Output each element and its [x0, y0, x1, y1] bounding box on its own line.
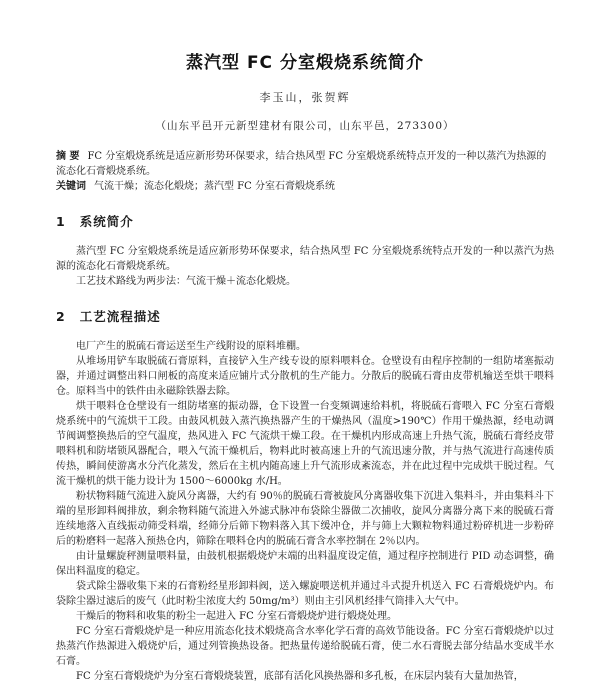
section-2-paragraph: 袋式除尘器收集下来的石膏粉经星形卸料阀，送入螺旋喂送机并通过斗式提升机送入 FC 石膏煅烧炉内。布袋除尘器过滤后的废气（此时粉尘浓度大约 50mg/m³）则由主引风机经排气筒排入大气中。 — [56, 581, 554, 607]
section-1-heading — [56, 212, 554, 230]
section-1-paragraph: 蒸汽型 FC 分室煅烧系统是适应新形势环保要求，结合热风型 FC 分室煅烧系统特点开发的一种以蒸汽为热源的流态化石膏煅烧系统。 — [56, 246, 554, 272]
affiliation: （山东平邑开元新型建材有限公司，山东平邑，273300） — [155, 120, 455, 132]
paper-title: 蒸汽型 FC 分室煅烧系统简介 — [186, 53, 424, 73]
section-2-paragraph: FC 分室石膏煅烧炉为分室石膏煅烧装置，底部有活化风换热器和多孔板，在床层内装有大量加热管， — [76, 671, 524, 682]
section-2-heading — [56, 307, 554, 325]
section-2-paragraph: 从堆场用铲车取脱硫石膏原料，直接铲入生产线专设的原料喂料仓。仓壁设有由程序控制的一组防堵塞振动器，并通过调整出料口闸板的高度来适应铺片式分散机的生产能力。分散后的脱硫石膏由皮带机输送至烘干喂料仓。原料当中的铁件由永磁除铁器去除。 — [56, 356, 554, 397]
keywords-label: 关键词 — [56, 181, 86, 192]
section-2-paragraph: FC 分室石膏煅烧炉是一种应用流态化技术煅烧高含水率化学石膏的高效节能设备。FC 分室石膏煅烧炉以过热蒸汽作热源进入煅烧炉后，通过列管换热设备。把热量传递给脱硫石膏，使二水石膏脱去部分结晶水变成半水石膏。 — [56, 626, 554, 667]
abstract-label: 摘 要 — [56, 151, 80, 162]
section-2-title: 工艺流程描述 — [79, 309, 161, 324]
section-1-paragraph: 工艺技术路线为两步法：气流干燥＋流态化煅烧。 — [76, 276, 296, 287]
section-2-paragraph: 电厂产生的脱硫石膏运送至生产线附设的原料堆棚。 — [76, 341, 306, 352]
section-2-paragraph: 粉状物料随气流进入旋风分离器，大约有 90％的脱硫石膏被旋风分离器收集下沉进入集料斗，并由集料斗下端的星形卸料阀排放，剩余物料随气流进入外滤式脉冲布袋除尘器做二次捕收，旋风分离器分离下来的脱硫石膏连续地落入直线振动筛受料端，经筛分后筛下物料落入其下缓冲仓，并与筛上大颗粒物料通过粉碎机进一步粉碎后的粉磨料一起落入预热仓内，筛除在喂料仓内的脱硫石膏含水率控制在 2％以内。 — [56, 491, 554, 547]
section-2-paragraph: 干燥后的物料和收集的粉尘一起进入 FC 分室石膏煅烧炉进行煅烧处理。 — [76, 611, 397, 622]
section-2-number: 2 — [56, 309, 66, 324]
abstract-text: FC 分室煅烧系统是适应新形势环保要求，结合热风型 FC 分室煅烧系统特点开发的一种以蒸汽为热源的流态化石膏煅烧系统。 — [56, 151, 547, 177]
abstract — [56, 149, 554, 179]
section-2-paragraph: 由计量螺旋秤测量喂料量，由鼓机根据煅烧炉末端的出料温度设定值，通过程序控制进行 PID 动态调整，确保出料温度的稳定。 — [56, 551, 554, 577]
authors: 李玉山，张贺辉 — [259, 91, 351, 104]
keywords — [56, 179, 554, 194]
section-1-title: 系统简介 — [79, 214, 134, 229]
section-1-number: 1 — [56, 214, 66, 229]
keywords-text: 气流干燥；流态化煅烧；蒸汽型 FC 分室石膏煅烧系统 — [94, 181, 335, 192]
section-2-paragraph: 烘干喂料仓仓壁设有一组防堵塞的振动器，仓下设置一台变频调速给料机，将脱硫石膏喂入 FC 分室石膏煅烧系统中的气流烘干工段。由鼓风机鼓入蒸汽换热器产生的干燥热风（温度>190℃）作用干燥热源，经电动调节阀调整换热后的空气温度，热风进入 FC 气流烘干燥工段。在干燥机内形成高速上升热气流，脱硫石膏经皮带喂料机和防堵锁风器配合，喂入气流干燥机后，物料此时被高速上升的气流迅速分散，并与热气流进行高速传质传热，瞬间使游离水分汽化蒸发，然后在主机内随高速上升气流形成紊流态，并在此过程中完成烘干脱过程。气流干燥机的烘干能力设计为 1500～6000kg 水/H。 — [56, 401, 554, 487]
